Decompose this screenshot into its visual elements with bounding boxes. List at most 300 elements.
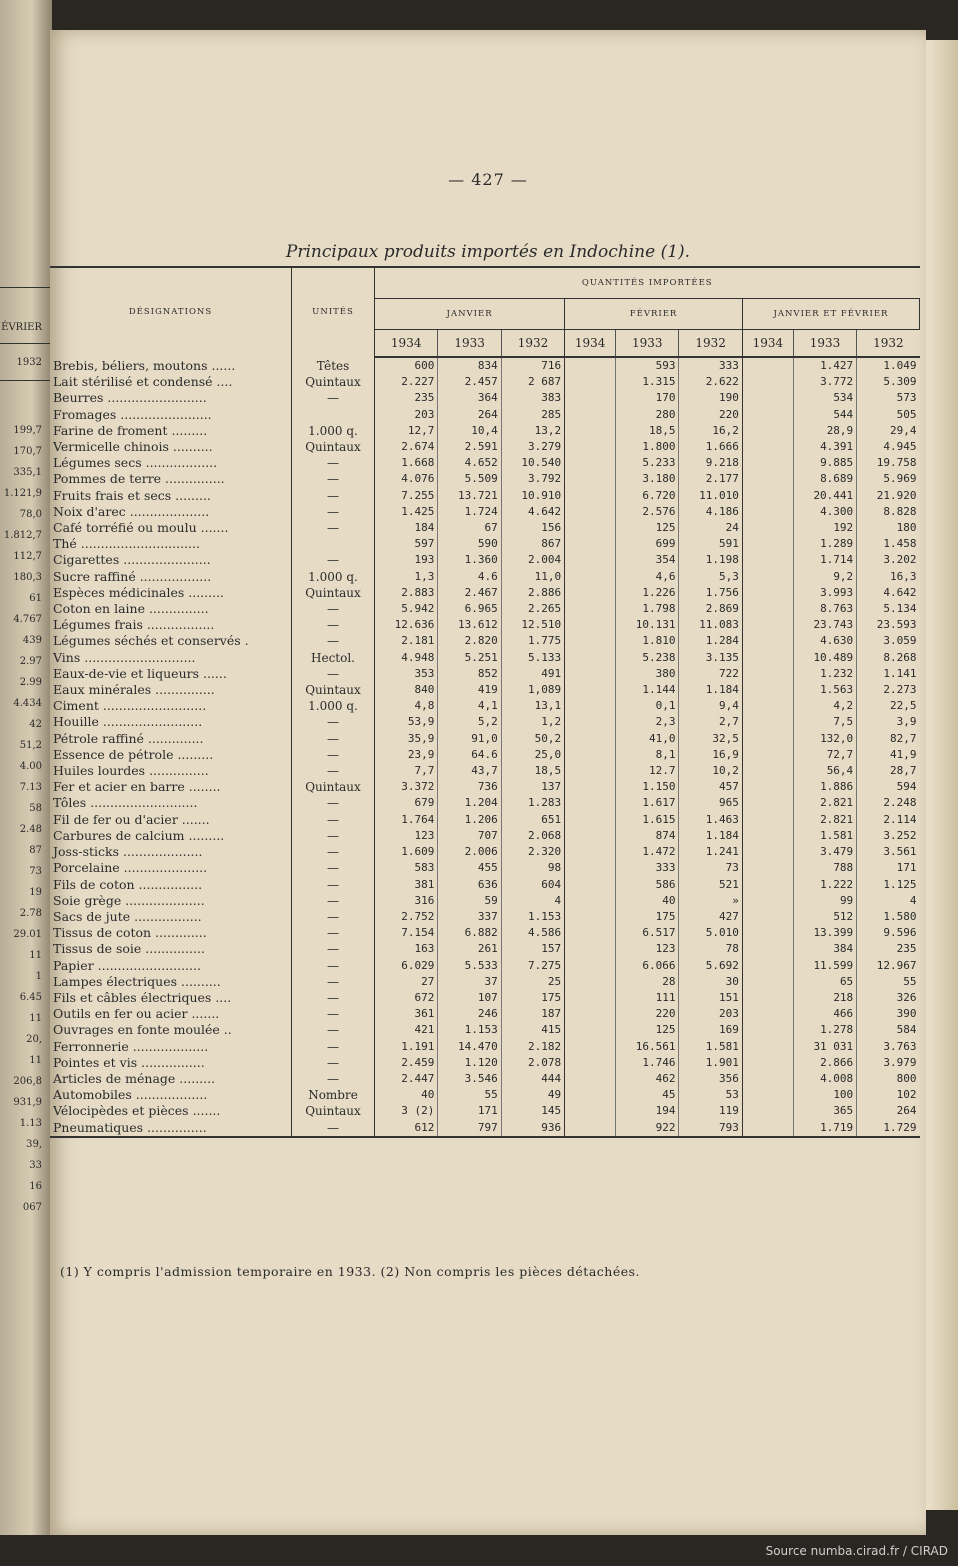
value-cell <box>742 423 793 439</box>
value-cell: 6.720 <box>616 488 679 504</box>
designation-cell: Lampes électriques .......... <box>50 974 292 990</box>
value-cell: 111 <box>616 990 679 1006</box>
value-cell: 679 <box>375 795 438 811</box>
unit-cell: — <box>292 990 375 1006</box>
designation-cell: Houille ......................... <box>50 714 292 730</box>
value-cell: 8.828 <box>883 504 917 518</box>
value-cell: 2.078 <box>501 1055 564 1071</box>
table-row <box>50 860 920 876</box>
value-cell: 1.232 <box>793 666 856 682</box>
value-cell <box>565 455 616 471</box>
value-cell <box>742 633 793 649</box>
value-cell <box>565 990 616 1006</box>
value-cell: 1.120 <box>438 1055 501 1071</box>
left-page-value: 20, <box>26 1034 42 1045</box>
value-cell: 2.752 <box>375 909 438 925</box>
left-page-value: 39, <box>26 1139 42 1150</box>
value-cell <box>565 731 616 747</box>
header-year: 1932 <box>679 330 742 358</box>
value-cell: 4,2 <box>793 698 856 714</box>
value-cell: 2.320 <box>501 844 564 860</box>
designation-cell: Tissus de soie ............... <box>50 941 292 957</box>
value-cell: 1.800 <box>616 439 679 455</box>
value-cell: 736 <box>438 779 501 795</box>
value-cell: 2.248 <box>883 796 917 810</box>
unit-cell: — <box>292 1006 375 1022</box>
value-cell: 1.580 <box>883 909 917 923</box>
table-row <box>50 520 920 536</box>
unit-cell: — <box>292 1022 375 1038</box>
value-cell: 521 <box>679 877 742 893</box>
value-cell: 11.010 <box>679 488 742 504</box>
value-cell: 612 <box>375 1120 438 1137</box>
value-cell: 13.721 <box>438 488 501 504</box>
value-cell: 1.615 <box>616 812 679 828</box>
value-cell: 64.6 <box>438 747 501 763</box>
value-cell: 18,5 <box>501 763 564 779</box>
left-page-value: 4.00 <box>19 761 42 772</box>
value-cell <box>565 1055 616 1071</box>
header-fevrier: FÉVRIER <box>565 299 743 330</box>
value-cell: 145 <box>501 1103 564 1119</box>
value-cell: 264 <box>438 407 501 423</box>
designation-cell: Sucre raffiné .................. <box>50 569 292 585</box>
value-cell: 7,5 <box>793 714 856 730</box>
unit-cell: — <box>292 633 375 649</box>
unit-cell: — <box>292 488 375 504</box>
left-page-value: 199,7 <box>13 425 42 436</box>
value-cell: 4.6 <box>438 569 501 585</box>
value-cell: 29,4 <box>890 423 917 437</box>
value-cell: 13,1 <box>501 698 564 714</box>
value-cell: 25,0 <box>501 747 564 763</box>
value-cell: 9.218 <box>679 455 742 471</box>
value-cell: 220 <box>679 407 742 423</box>
unit-cell: — <box>292 925 375 941</box>
value-cell: 1.184 <box>679 828 742 844</box>
value-cell: 50,2 <box>501 731 564 747</box>
left-page-value: 11 <box>29 950 42 961</box>
value-cell: 171 <box>896 861 917 875</box>
value-cell <box>565 844 616 860</box>
value-cell <box>742 1103 793 1119</box>
value-cell: 4.642 <box>501 504 564 520</box>
value-cell: 3 (2) <box>375 1103 438 1119</box>
value-cell <box>742 520 793 536</box>
value-cell: 53 <box>679 1087 742 1103</box>
value-cell: 8.268 <box>883 650 917 664</box>
table-row <box>50 471 920 487</box>
value-cell: 722 <box>679 666 742 682</box>
value-cell <box>742 617 793 633</box>
table-row <box>50 747 920 763</box>
unit-cell: — <box>292 877 375 893</box>
value-cell: 3.180 <box>616 471 679 487</box>
value-cell: 390 <box>896 1007 917 1021</box>
table-row <box>50 714 920 730</box>
value-cell: 316 <box>375 893 438 909</box>
value-cell: 10.540 <box>501 455 564 471</box>
value-cell: 28,7 <box>890 764 917 778</box>
designation-cell: Ouvrages en fonte moulée .. <box>50 1022 292 1038</box>
value-cell: 2.883 <box>375 585 438 601</box>
value-cell: 636 <box>438 877 501 893</box>
value-cell: 5.251 <box>438 650 501 666</box>
table-row <box>50 666 920 682</box>
left-page-value: 2.78 <box>19 908 42 919</box>
left-page-value: 7.13 <box>19 782 42 793</box>
value-cell: 4 <box>909 893 917 907</box>
value-cell: 380 <box>616 666 679 682</box>
value-cell: 3.792 <box>501 471 564 487</box>
left-page-value: 11 <box>29 1055 42 1066</box>
divider <box>0 343 52 344</box>
value-cell: 4.076 <box>375 471 438 487</box>
value-cell: 123 <box>375 828 438 844</box>
value-cell <box>565 552 616 568</box>
table-row <box>50 488 920 504</box>
table-row <box>50 941 920 957</box>
value-cell <box>742 779 793 795</box>
value-cell: 457 <box>679 779 742 795</box>
value-cell: 1.206 <box>438 812 501 828</box>
value-cell: 3.252 <box>883 828 917 842</box>
unit-cell <box>292 407 375 423</box>
table-row <box>50 779 920 795</box>
table-row <box>50 1120 920 1137</box>
value-cell: 28 <box>616 974 679 990</box>
value-cell: 353 <box>375 666 438 682</box>
designation-cell: Fils et câbles électriques .... <box>50 990 292 1006</box>
table-row <box>50 1006 920 1022</box>
left-page-header-year: 1932 <box>16 357 42 368</box>
table-row <box>50 552 920 568</box>
left-page-value: 58 <box>29 803 42 814</box>
value-cell: 2.869 <box>679 601 742 617</box>
left-page-value: 2.99 <box>19 677 42 688</box>
header-year: 1932 <box>857 330 920 358</box>
value-cell: 591 <box>679 536 742 552</box>
left-page-value: 33 <box>29 1160 42 1171</box>
value-cell <box>742 860 793 876</box>
designation-cell: Pointes et vis ................ <box>50 1055 292 1071</box>
value-cell: 151 <box>679 990 742 1006</box>
value-cell <box>742 747 793 763</box>
value-cell <box>742 877 793 893</box>
value-cell: 1.153 <box>501 909 564 925</box>
value-cell: 16,3 <box>890 569 917 583</box>
table-body <box>50 357 920 1137</box>
value-cell <box>742 795 793 811</box>
value-cell: 1.049 <box>883 359 917 372</box>
designation-cell: Fils de coton ................ <box>50 877 292 893</box>
unit-cell: — <box>292 860 375 876</box>
designation-cell: Légumes séchés et conservés . <box>50 633 292 649</box>
value-cell: 505 <box>896 407 917 421</box>
value-cell: 1.360 <box>438 552 501 568</box>
value-cell <box>565 958 616 974</box>
value-cell: 107 <box>438 990 501 1006</box>
value-cell: 573 <box>896 391 917 405</box>
value-cell: 1.204 <box>438 795 501 811</box>
value-cell: 37 <box>438 974 501 990</box>
value-cell <box>742 925 793 941</box>
table-row <box>50 990 920 1006</box>
value-cell: 364 <box>438 390 501 406</box>
value-cell: 1.427 <box>793 357 856 374</box>
designation-cell: Vins ............................ <box>50 650 292 666</box>
table-row <box>50 698 920 714</box>
left-page-value: 170,7 <box>13 446 42 457</box>
value-cell <box>742 504 793 520</box>
table-row <box>50 569 920 585</box>
designation-cell: Tissus de coton ............. <box>50 925 292 941</box>
value-cell: 3.546 <box>438 1071 501 1087</box>
header-year: 1934 <box>375 330 438 358</box>
value-cell <box>742 941 793 957</box>
value-cell: 707 <box>438 828 501 844</box>
value-cell: 834 <box>438 357 501 374</box>
value-cell <box>565 925 616 941</box>
value-cell <box>742 731 793 747</box>
designation-cell: Carbures de calcium ......... <box>50 828 292 844</box>
table-row <box>50 958 920 974</box>
value-cell: 4.586 <box>501 925 564 941</box>
value-cell <box>742 601 793 617</box>
value-cell: 156 <box>501 520 564 536</box>
value-cell: 1.472 <box>616 844 679 860</box>
value-cell: 40 <box>375 1087 438 1103</box>
value-cell: 2.821 <box>793 812 856 828</box>
value-cell: 9,4 <box>679 698 742 714</box>
value-cell: 184 <box>375 520 438 536</box>
value-cell: 170 <box>616 390 679 406</box>
value-cell: 354 <box>616 552 679 568</box>
table-row <box>50 633 920 649</box>
unit-cell: — <box>292 666 375 682</box>
unit-cell: 1.000 q. <box>292 698 375 714</box>
value-cell <box>742 958 793 974</box>
designation-cell: Lait stérilisé et condensé .... <box>50 374 292 390</box>
designation-cell: Café torréfié ou moulu ....... <box>50 520 292 536</box>
value-cell: 157 <box>501 941 564 957</box>
value-cell: 455 <box>438 860 501 876</box>
value-cell: 2.820 <box>438 633 501 649</box>
value-cell: 5.134 <box>883 602 917 616</box>
unit-cell: — <box>292 1120 375 1137</box>
designation-cell: Tôles ........................... <box>50 795 292 811</box>
value-cell: 1.581 <box>679 1039 742 1055</box>
unit-cell: — <box>292 1071 375 1087</box>
value-cell: 1.425 <box>375 504 438 520</box>
value-cell: 1.144 <box>616 682 679 698</box>
value-cell <box>742 552 793 568</box>
value-cell <box>565 828 616 844</box>
value-cell: 333 <box>616 860 679 876</box>
designation-cell: Légumes frais ................. <box>50 617 292 633</box>
designation-cell: Noix d'arec .................... <box>50 504 292 520</box>
value-cell: 4.945 <box>883 440 917 454</box>
header-year: 1934 <box>742 330 793 358</box>
value-cell: 163 <box>375 941 438 957</box>
value-cell: 13.612 <box>438 617 501 633</box>
value-cell: 3.979 <box>883 1055 917 1069</box>
value-cell <box>565 617 616 633</box>
value-cell: 6.029 <box>375 958 438 974</box>
value-cell: 421 <box>375 1022 438 1038</box>
value-cell: 1.278 <box>793 1022 856 1038</box>
value-cell: 2.591 <box>438 439 501 455</box>
designation-cell: Papier .......................... <box>50 958 292 974</box>
value-cell: 10,4 <box>438 423 501 439</box>
value-cell: 3.479 <box>793 844 856 860</box>
value-cell <box>565 1022 616 1038</box>
value-cell <box>742 407 793 423</box>
value-cell: 119 <box>679 1103 742 1119</box>
designation-cell: Ferronnerie ................... <box>50 1039 292 1055</box>
value-cell: 220 <box>616 1006 679 1022</box>
value-cell: 594 <box>896 780 917 794</box>
value-cell: 4,8 <box>375 698 438 714</box>
value-cell <box>742 698 793 714</box>
unit-cell: Quintaux <box>292 1103 375 1119</box>
value-cell: 383 <box>501 390 564 406</box>
value-cell: 651 <box>501 812 564 828</box>
value-cell: 261 <box>438 941 501 957</box>
table-row <box>50 617 920 633</box>
value-cell: 72,7 <box>793 747 856 763</box>
value-cell <box>565 374 616 390</box>
value-cell: 874 <box>616 828 679 844</box>
value-cell <box>565 666 616 682</box>
value-cell: 187 <box>501 1006 564 1022</box>
unit-cell: — <box>292 763 375 779</box>
designation-cell: Vélocipèdes et pièces ....... <box>50 1103 292 1119</box>
unit-cell: — <box>292 455 375 471</box>
value-cell: 444 <box>501 1071 564 1087</box>
value-cell: 2.447 <box>375 1071 438 1087</box>
left-page-value: 1 <box>35 971 42 982</box>
value-cell: 2.006 <box>438 844 501 860</box>
value-cell: 3.772 <box>793 374 856 390</box>
left-page-value: 1.13 <box>19 1118 42 1129</box>
value-cell: 6.066 <box>616 958 679 974</box>
value-cell <box>565 390 616 406</box>
value-cell: 427 <box>679 909 742 925</box>
value-cell: 12.510 <box>501 617 564 633</box>
table-row <box>50 585 920 601</box>
unit-cell: Quintaux <box>292 439 375 455</box>
unit-cell: — <box>292 747 375 763</box>
table-row <box>50 357 920 374</box>
value-cell: 55 <box>903 974 917 988</box>
value-cell: 4 <box>501 893 564 909</box>
value-cell: 31 031 <box>793 1039 856 1055</box>
value-cell: 1.668 <box>375 455 438 471</box>
page-number: — 427 — <box>448 170 528 189</box>
left-page-value: 206,8 <box>13 1076 42 1087</box>
value-cell: 1.798 <box>616 601 679 617</box>
value-cell <box>742 536 793 552</box>
unit-cell: — <box>292 1055 375 1071</box>
value-cell: 123 <box>616 941 679 957</box>
value-cell: 3.993 <box>793 585 856 601</box>
value-cell: 2.273 <box>883 683 917 697</box>
left-page-value: 180,3 <box>13 572 42 583</box>
value-cell: 5,3 <box>679 569 742 585</box>
table-row <box>50 812 920 828</box>
value-cell: 23.593 <box>876 618 917 632</box>
value-cell: 1.191 <box>375 1039 438 1055</box>
value-cell: 35,9 <box>375 731 438 747</box>
left-page-value: 439 <box>22 635 42 646</box>
value-cell: 8.763 <box>793 601 856 617</box>
value-cell: 793 <box>679 1120 742 1137</box>
left-page-value: 16 <box>29 1181 42 1192</box>
value-cell: 40 <box>616 893 679 909</box>
value-cell: 593 <box>616 357 679 374</box>
value-cell: 419 <box>438 682 501 698</box>
table-row <box>50 390 920 406</box>
value-cell: 1.226 <box>616 585 679 601</box>
value-cell <box>565 407 616 423</box>
value-cell <box>742 1055 793 1071</box>
value-cell: 218 <box>793 990 856 1006</box>
value-cell: » <box>679 893 742 909</box>
value-cell <box>742 714 793 730</box>
value-cell <box>565 698 616 714</box>
value-cell <box>742 990 793 1006</box>
value-cell <box>565 1120 616 1137</box>
unit-cell: Nombre <box>292 1087 375 1103</box>
value-cell: 203 <box>679 1006 742 1022</box>
value-cell <box>742 488 793 504</box>
value-cell: 10.910 <box>501 488 564 504</box>
value-cell: 2.265 <box>501 601 564 617</box>
value-cell: 27 <box>375 974 438 990</box>
designation-cell: Farine de froment ......... <box>50 423 292 439</box>
unit-cell: — <box>292 714 375 730</box>
value-cell: 2.457 <box>438 374 501 390</box>
left-page-value: 1.121,9 <box>3 488 42 499</box>
unit-cell: 1.000 q. <box>292 569 375 585</box>
left-page-value: 19 <box>29 887 42 898</box>
left-page-value: 51,2 <box>19 740 42 751</box>
value-cell: 491 <box>501 666 564 682</box>
designation-cell: Sacs de jute ................. <box>50 909 292 925</box>
value-cell: 192 <box>793 520 856 536</box>
value-cell: 1.901 <box>679 1055 742 1071</box>
left-page-header: ÉVRIER <box>1 322 42 333</box>
value-cell: 137 <box>501 779 564 795</box>
value-cell: 936 <box>501 1120 564 1137</box>
value-cell: 175 <box>616 909 679 925</box>
unit-cell: Hectol. <box>292 650 375 666</box>
value-cell <box>742 682 793 698</box>
value-cell: 2.622 <box>679 374 742 390</box>
value-cell: 2.004 <box>501 552 564 568</box>
value-cell <box>565 877 616 893</box>
value-cell: 1.463 <box>679 812 742 828</box>
value-cell <box>565 569 616 585</box>
value-cell: 361 <box>375 1006 438 1022</box>
value-cell: 1.125 <box>883 877 917 891</box>
value-cell <box>742 650 793 666</box>
value-cell: 9.885 <box>793 455 856 471</box>
value-cell: 1.563 <box>793 682 856 698</box>
value-cell <box>565 909 616 925</box>
value-cell <box>565 1039 616 1055</box>
